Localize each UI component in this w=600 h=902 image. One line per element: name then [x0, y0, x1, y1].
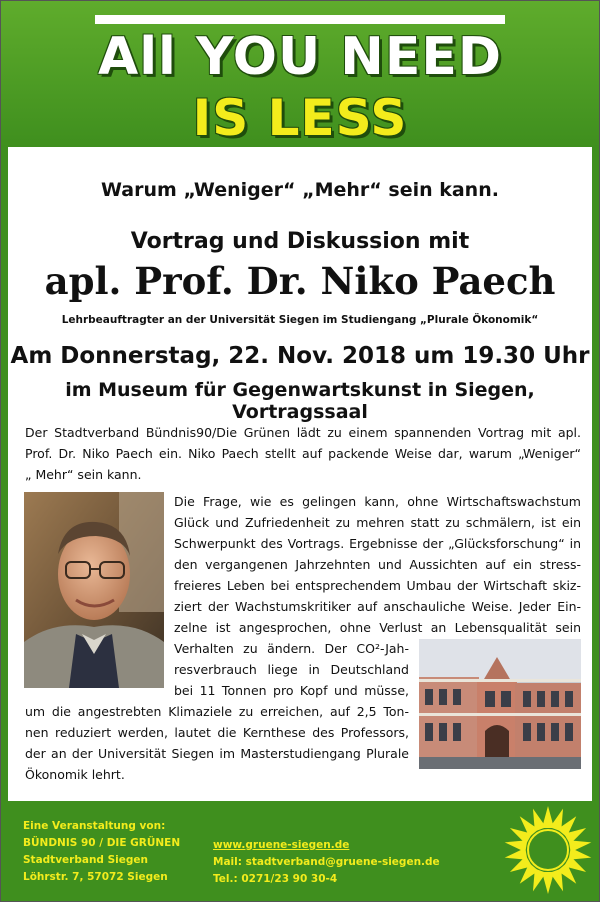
- website-link[interactable]: www.gruene-siegen.de: [213, 839, 350, 851]
- header-banner: [1, 1, 599, 147]
- speaker-name: apl. Prof. Dr. Niko Paech: [44, 259, 556, 303]
- body-line: Schwerpunkt des Vortrags. Ergebnisse der „Glücksforschung“ in: [174, 536, 581, 551]
- title-line-2: IS LESS: [192, 89, 408, 147]
- body-line: Die Frage, wie es gelingen kann, ohne Wirtschaftswachstum: [174, 494, 581, 509]
- body-paragraph-bottom: [25, 701, 409, 785]
- footer: [1, 801, 599, 901]
- intro-line: Prof. Dr. Niko Paech ein. Niko Paech stellt auf packende Weise dar, warum „Weniger“: [25, 446, 581, 461]
- subtitle: Warum „Weniger“ „Mehr“ sein kann.: [101, 179, 499, 201]
- body-line: zelne ist angesprochen, ohne Verlust an Lebensqualität sein: [174, 620, 581, 635]
- body-line: der an der Universität Siegen im Masterstudiengang Plurale: [25, 746, 409, 761]
- branch-name: Stadtverband Siegen: [23, 854, 148, 866]
- body-line: Glück und Zufriedenheit zu mehren statt zu schmälern, ist ein: [174, 515, 581, 530]
- event-date: Am Donnerstag, 22. Nov. 2018 um 19.30 Uhr: [10, 343, 590, 369]
- address: Löhrstr. 7, 57072 Siegen: [23, 871, 168, 883]
- body-line: nen reduziert werden, lautet die Kernthese des Professors,: [25, 725, 409, 740]
- mail-address: Mail: stadtverband@gruene-siegen.de: [213, 856, 440, 868]
- body-line: Verhalten zu ändern. Der CO²-Jah-: [174, 641, 409, 656]
- body-paragraph-middle: [174, 638, 409, 701]
- body-paragraph-top: [174, 491, 581, 638]
- phone-number: Tel.: 0271/23 90 30-4: [213, 873, 338, 885]
- body-line: resverbrauch liege in Deutschland: [174, 662, 409, 677]
- party-name: BÜNDNIS 90 / DIE GRÜNEN: [23, 837, 181, 849]
- speaker-role: Lehrbeauftragter an der Universität Siegen im Studiengang „Plurale Ökonomik“: [61, 314, 539, 326]
- museum-photo: [419, 639, 581, 769]
- title-line-1: All YOU NEED: [97, 27, 503, 87]
- organizer-block: [23, 818, 180, 886]
- organizer-heading: Eine Veranstaltung von:: [23, 820, 166, 832]
- header-bar: [95, 15, 505, 24]
- body-line: den vergangenen Jahrzehnten und Aussichten auf ein stress-: [174, 557, 581, 572]
- event-location: im Museum für Gegenwartskunst in Siegen, Vortragssaal: [65, 379, 535, 423]
- contact-block: [213, 837, 440, 888]
- body-line: Ökonomik lehrt.: [25, 767, 125, 782]
- body-line: um die angestrebten Klimaziele zu erreichen, auf 2,5 Ton-: [25, 704, 409, 719]
- body-line: freieres Leben bei entsprechendem Umbau der Wirtschaft skiz-: [174, 578, 581, 593]
- intro-line: „ Mehr“ sein kann.: [25, 467, 142, 482]
- body-line: bei 11 Tonnen pro Kopf und müsse,: [174, 683, 409, 698]
- body-line: ziert der Wachstumskritiker auf anschauliche Weise. Jeder Ein-: [174, 599, 581, 614]
- sunflower-icon: [499, 801, 597, 899]
- intro-line: Der Stadtverband Bündnis90/Die Grünen lädt zu einem spannenden Vortrag mit apl.: [25, 425, 581, 440]
- speaker-photo: [24, 492, 164, 688]
- intro-paragraph: [25, 422, 581, 485]
- event-heading: Vortrag und Diskussion mit: [130, 229, 470, 254]
